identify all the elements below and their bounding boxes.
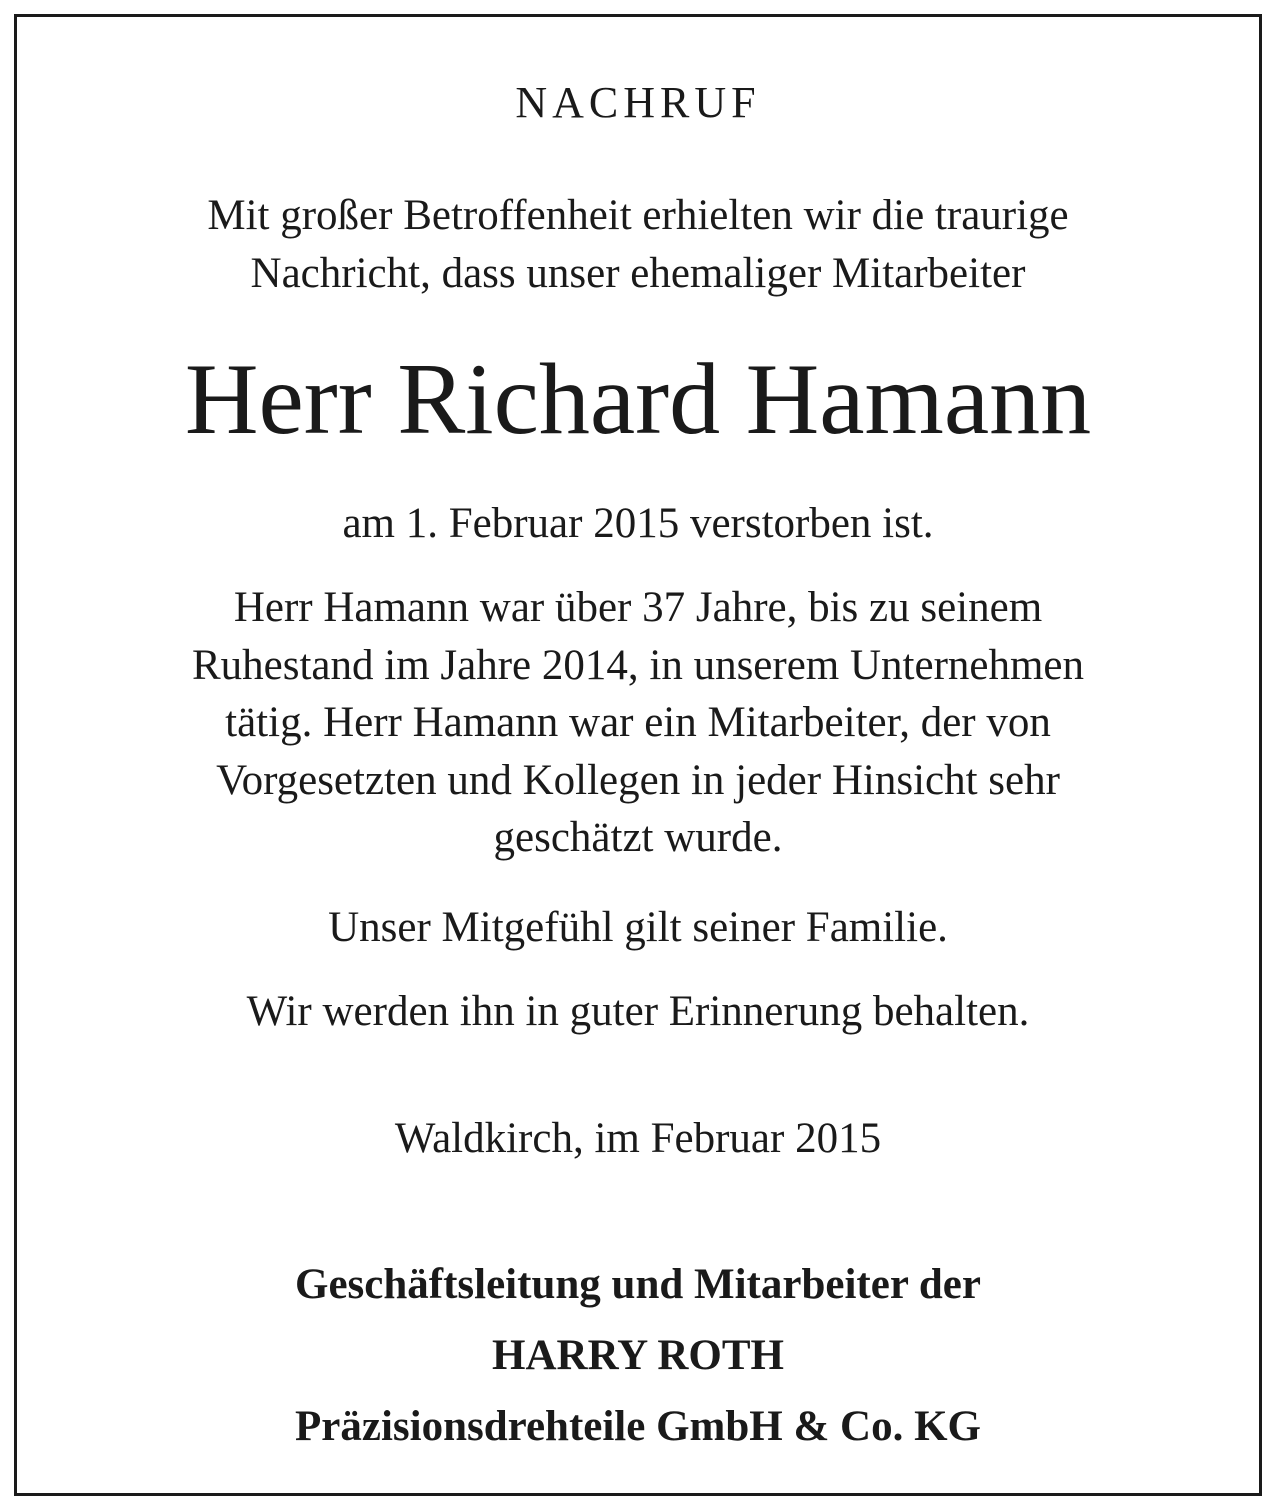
- tribute-line: Vorgesetzten und Kollegen in jeder Hinsicht sehr: [216, 756, 1060, 804]
- memory-line: Wir werden ihn in guter Erinnerung behalten.: [246, 988, 1030, 1035]
- deceased-name: Herr Richard Hamann: [184, 343, 1092, 456]
- sympathy-line: Unser Mitgefühl gilt seiner Familie.: [328, 904, 948, 951]
- company-legal-name: Präzisionsdrehteile GmbH & Co. KG: [295, 1403, 981, 1450]
- company-name: HARRY ROTH: [492, 1332, 784, 1379]
- tribute-line: geschätzt wurde.: [493, 814, 783, 861]
- obituary-notice: [14, 14, 1262, 1496]
- intro-paragraph: [17, 187, 1259, 303]
- tribute-line: Herr Hamann war über 37 Jahre, bis zu seinem: [233, 584, 1043, 631]
- intro-line: Mit großer Betroffenheit erhielten wir die traurige: [207, 192, 1069, 239]
- place-and-date: Waldkirch, im Februar 2015: [394, 1115, 882, 1162]
- notice-heading: NACHRUF: [515, 78, 761, 127]
- intro-line: Nachricht, dass unser ehemaliger Mitarbeiter: [250, 250, 1026, 297]
- signature-block: [17, 1249, 1259, 1462]
- signature-line: Geschäftsleitung und Mitarbeiter der: [295, 1261, 981, 1308]
- tribute-paragraph: [17, 579, 1259, 867]
- tribute-line: tätig. Herr Hamann war ein Mitarbeiter, der von: [225, 699, 1051, 746]
- tribute-line: Ruhestand im Jahre 2014, in unserem Unternehmen: [191, 641, 1085, 689]
- date-of-death: am 1. Februar 2015 verstorben ist.: [342, 500, 934, 547]
